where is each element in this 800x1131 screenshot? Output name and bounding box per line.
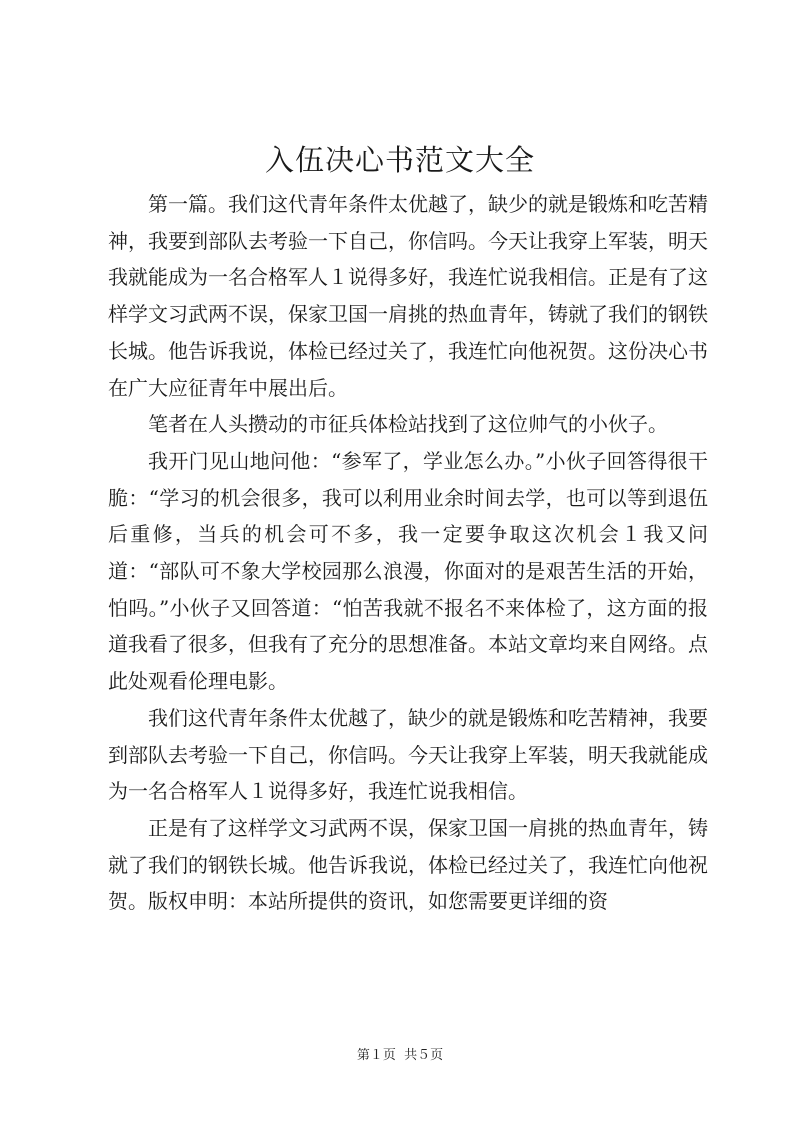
document-title: 入伍决心书范文大全 bbox=[264, 143, 535, 177]
paragraph-4: 我们这代青年条件太优越了，缺少的就是锻炼和吃苦精神，我要到部队去考验一下自己，你信吗。今天让我穿上军装，明天我就能成为一名合格军人１说得多好，我连忙说我相信。 bbox=[108, 705, 708, 804]
document-body bbox=[108, 186, 708, 920]
paragraph-5: 正是有了这样学文习武两不误，保家卫国一肩挑的热血青年，铸就了我们的钢铁长城。他告诉我说，体检已经过关了，我连忙向他祝贺。版权申明：本站所提供的资讯，如您需要更详细的资 bbox=[108, 815, 708, 914]
paragraph-1: 第一篇。我们这代青年条件太优越了，缺少的就是锻炼和吃苦精神，我要到部队去考验一下自己，你信吗。今天让我穿上军装，明天我就能成为一名合格军人１说得多好，我连忙说我相信。正是有了这样学文习武两不误，保家卫国一肩挑的热血青年，铸就了我们的钢铁长城。他告诉我说，体检已经过关了，我连忙向他祝贺。这份决心书在广大应征青年中展出后。 bbox=[108, 192, 708, 400]
paragraph-2: 笔者在人头攒动的市征兵体检站找到了这位帅气的小伙子。 bbox=[148, 412, 668, 437]
page-number: 第１页 bbox=[356, 1048, 396, 1063]
page-total: 共５页 bbox=[404, 1048, 444, 1063]
paragraph-3: 我开门见山地问他：“参军了，学业怎么办。”小伙子回答得很干脆：“学习的机会很多，我可以利用业余时间去学，也可以等到退伍后重修，当兵的机会可不多，我一定要争取这次机会１我又问道：“部队可不象大学校园那么浪漫，你面对的是艰苦生活的开始，怕吗。”小伙子又回答道：“怕苦我就不报名不来体检了，这方面的报道我看了很多，但我有了充分的思想准备。本站文章均来自网络。点此处观看伦理电影。 bbox=[108, 448, 708, 694]
page-footer bbox=[0, 1047, 800, 1065]
